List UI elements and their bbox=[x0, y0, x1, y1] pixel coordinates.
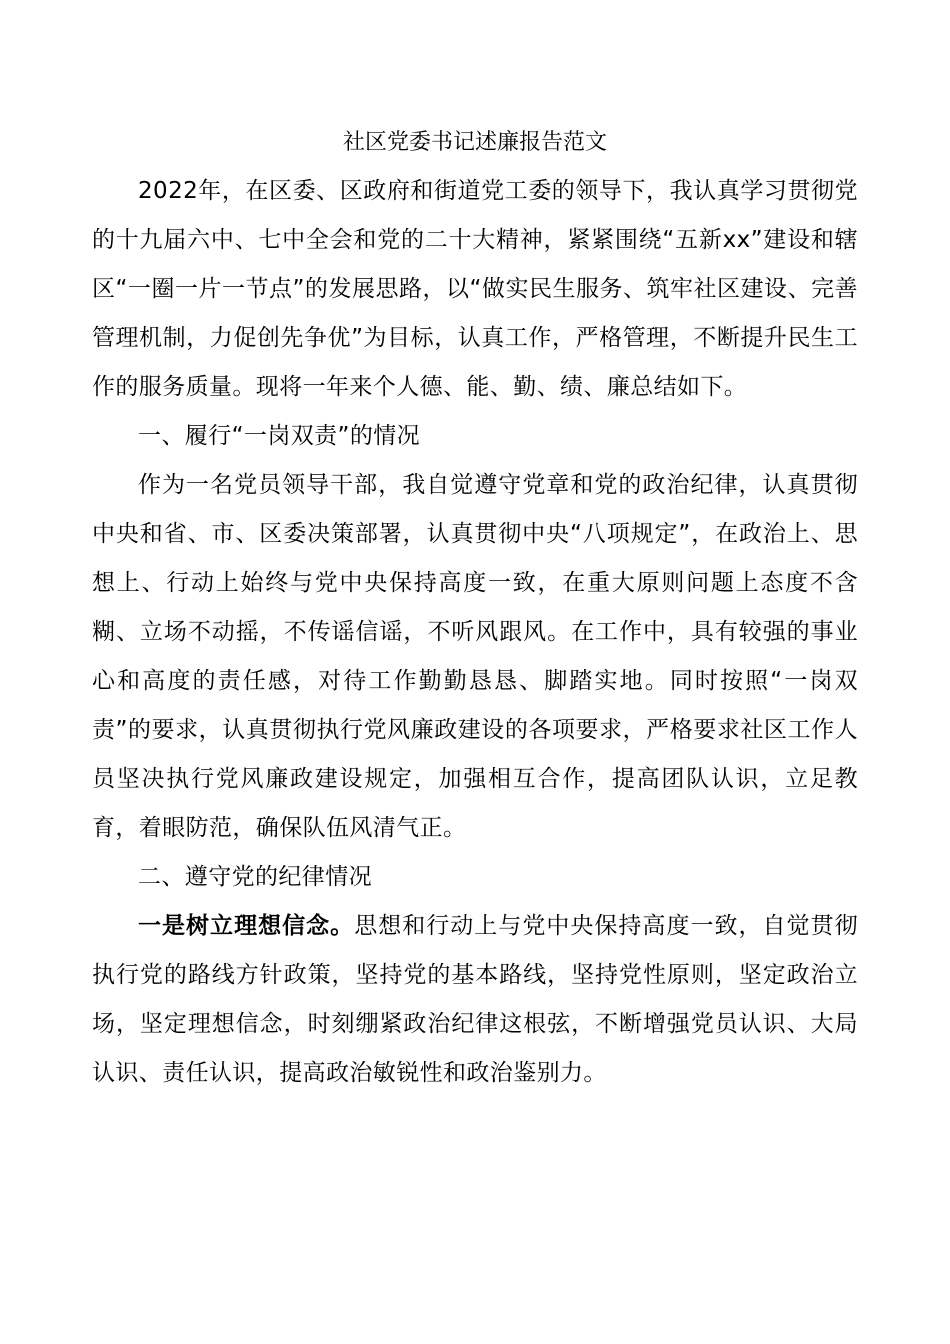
document-title: 社区党委书记述廉报告范文 bbox=[342, 130, 607, 155]
section-2-point-1-paragraph bbox=[92, 902, 858, 1098]
point-1-body-text: 思想和行动上与党中央保持高度一致，自觉贯彻执行党的路线方针政策，坚持党的基本路线，坚持党性原则，坚定政治立场，坚定理想信念，时刻绷紧政治纪律这根弦，不断增强党员认识、大局认识、责任认识，提高政治敏锐性和政治鉴别力。 bbox=[92, 913, 858, 1086]
section-1-heading: 一、履行“一岗双责”的情况 bbox=[138, 423, 421, 449]
section-2-heading: 二、遵守党的纪律情况 bbox=[138, 864, 372, 890]
point-1-lead-text: 一是树立理想信念。 bbox=[138, 913, 355, 939]
document-page bbox=[92, 118, 858, 1098]
section-1-paragraph: 作为一名党员领导干部，我自觉遵守党章和党的政治纪律，认真贯彻中央和省、市、区委决策部署，认真贯彻中央“八项规定”，在政治上、思想上、行动上始终与党中央保持高度一致，在重大原则问题上态度不含糊、立场不动摇，不传谣信谣，不听风跟风。在工作中，具有较强的事业心和高度的责任感，对待工作勤勤恳恳、脚踏实地。同时按照“一岗双责”的要求，认真贯彻执行党风廉政建设的各项要求，严格要求社区工作人员坚决执行党风廉政建设规定，加强相互合作，提高团队认识，立足教育，着眼防范，确保队伍风清气正。 bbox=[92, 472, 858, 841]
intro-paragraph: 2022年，在区委、区政府和街道党工委的领导下，我认真学习贯彻党的十九届六中、七中全会和党的二十大精神，紧紧围绕“五新xx”建设和辖区“一圈一片一节点”的发展思路，以“做实民生服务、筑牢社区建设、完善管理机制，力促创先争优”为目标，认真工作，严格管理，不断提升民生工作的服务质量。现将一年来个人德、能、勤、绩、廉总结如下。 bbox=[92, 178, 858, 400]
